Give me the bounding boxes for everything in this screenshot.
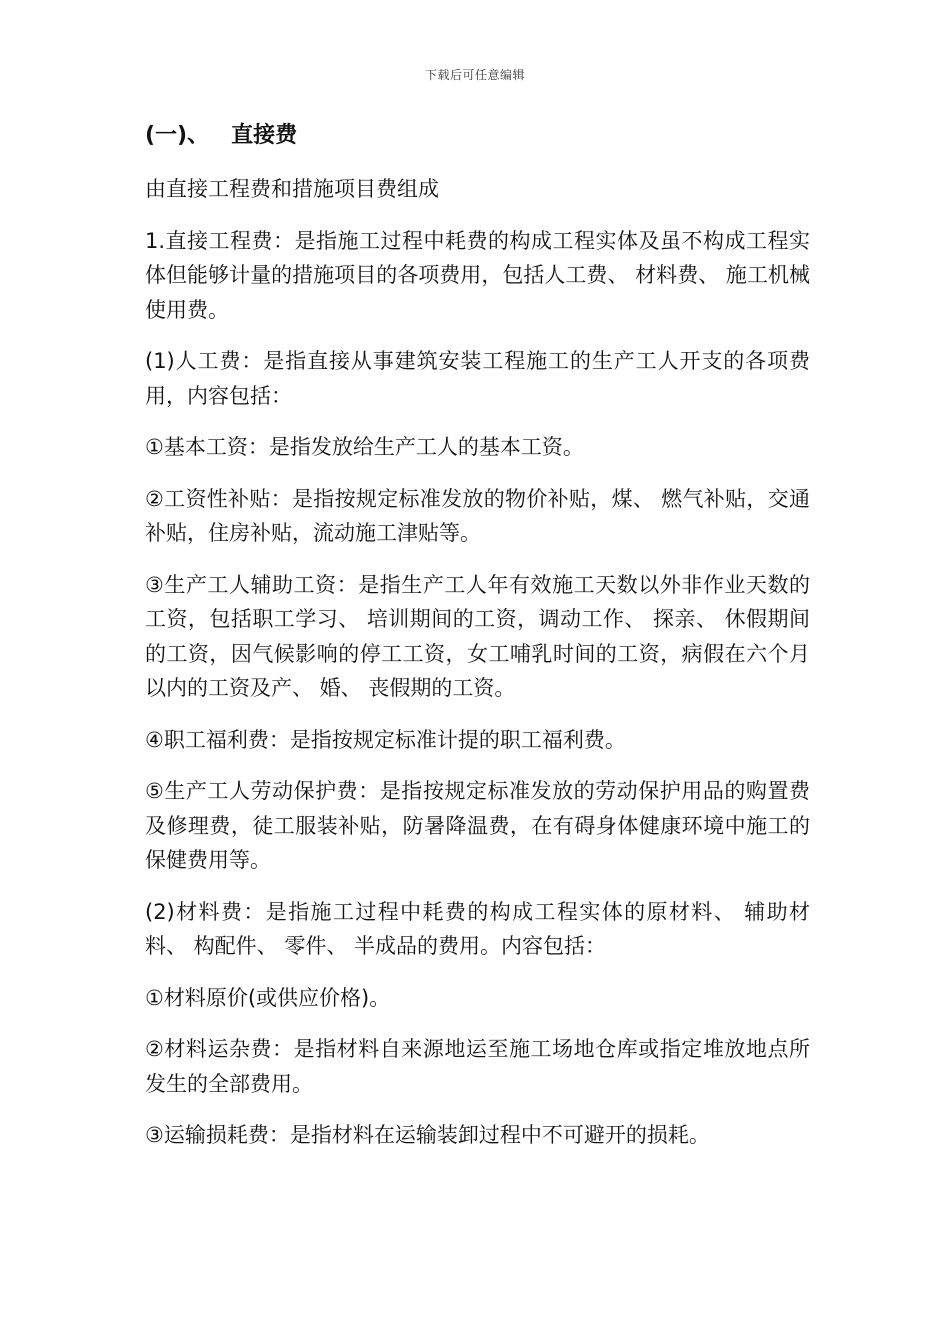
section-heading xyxy=(145,118,810,154)
basic-wage-item: ①基本工资：是指发放给生产工人的基本工资。 xyxy=(145,435,584,459)
auxiliary-wage-item: ③生产工人辅助工资：是指生产工人年有效施工天数以外非作业天数的工资，包括职工学习、 培训期间的工资，调动工作、 探亲、 休假期间的工资，因气候影响的停工工资，女工哺乳时间的工资，病假在六个月以内的工资及产、 婚、 丧假期的工资。 xyxy=(145,572,810,700)
page-header-note: 下载后可任意编辑 xyxy=(424,68,525,82)
section-number: (一)、 xyxy=(145,123,210,148)
material-price-item: ①材料原价(或供应价格)。 xyxy=(145,985,391,1010)
direct-engineering-cost-paragraph: 1.直接工程费：是指施工过程中耗费的构成工程实体及虽不构成工程实体但能够计量的措施项目的各项费用，包括人工费、 材料费、 施工机械使用费。 xyxy=(145,228,810,322)
labor-protection-item: ⑤生产工人劳动保护费：是指按规定标准发放的劳动保护用品的购置费及修理费，徒工服装补贴，防暑降温费，在有碍身体健康环境中施工的保健费用等。 xyxy=(145,779,810,872)
wage-allowance-item: ②工资性补贴：是指按规定标准发放的物价补贴，煤、 燃气补贴，交通补贴，住房补贴，流动施工津贴等。 xyxy=(145,486,810,545)
document-body xyxy=(145,118,810,1170)
transport-loss-item: ③运输损耗费：是指材料在运输装卸过程中不可避开的损耗。 xyxy=(145,1123,710,1147)
intro-paragraph: 由直接工程费和措施项目费组成 xyxy=(145,177,439,201)
section-title: 直接费 xyxy=(231,123,298,148)
welfare-fee-item: ④职工福利费：是指按规定标准计提的职工福利费。 xyxy=(145,727,626,752)
material-transport-item: ②材料运杂费：是指材料自来源地运至施工场地仓库或指定堆放地点所发生的全部费用。 xyxy=(145,1037,810,1096)
material-cost-paragraph: (2)材料费：是指施工过程中耗费的构成工程实体的原材料、 辅助材料、 构配件、 零件、 半成品的费用。内容包括： xyxy=(145,899,810,958)
labor-cost-paragraph: (1)人工费：是指直接从事建筑安装工程施工的生产工人开支的各项费用，内容包括： xyxy=(145,349,810,408)
